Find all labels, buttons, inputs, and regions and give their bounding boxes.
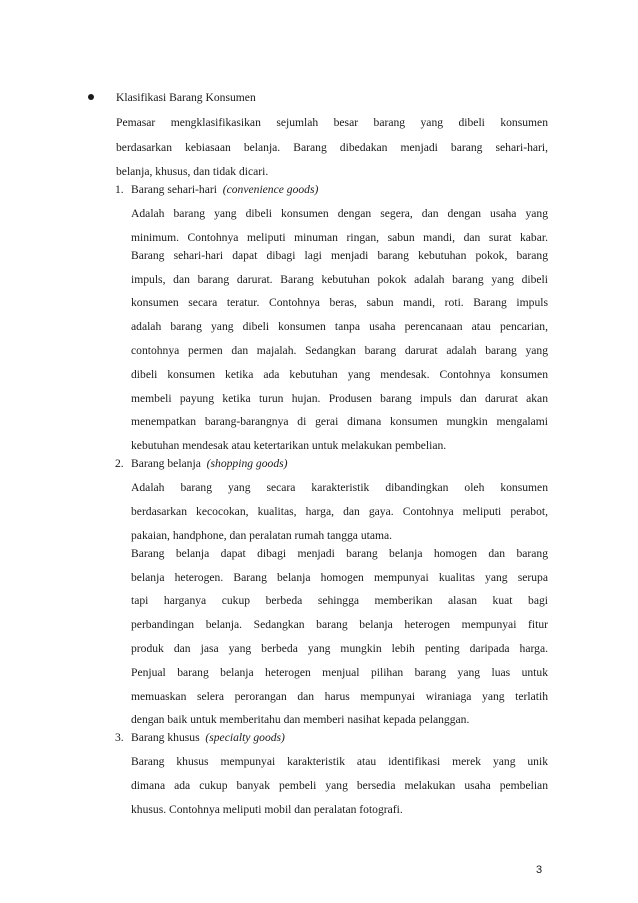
paragraph-line: khusus. Contohnya meliputi mobil dan peralatan fotografi.: [131, 803, 403, 816]
paragraph-line: produk dan jasa yang berbeda yang mungkin lebih penting daripada harga.: [131, 642, 548, 655]
item-title-italic: (shopping goods): [206, 457, 288, 470]
paragraph-line: Adalah barang yang dibeli konsumen dengan segera, dan dengan usaha yang: [131, 207, 548, 220]
item-title-text: Barang khusus: [131, 731, 200, 744]
paragraph-line: adalah barang yang dibeli konsumen tanpa usaha perencanaan atau pencarian,: [131, 320, 548, 333]
item-number: 2.: [115, 457, 124, 470]
item-title-italic: (convenience goods): [222, 183, 319, 196]
intro-line: Pemasar mengklasifikasikan sejumlah besar barang yang dibeli konsumen: [116, 116, 548, 129]
paragraph-line: perbandingan belanja. Sedangkan barang belanja heterogen mempunyai fitur: [131, 618, 548, 631]
paragraph-line: Barang belanja dapat dibagi menjadi barang belanja homogen dan barang: [131, 547, 548, 560]
item-title-text: Barang belanja: [131, 457, 201, 470]
paragraph-line: minimum. Contohnya meliputi minuman ringan, sabun mandi, dan surat kabar.: [131, 231, 548, 244]
bullet-icon: [88, 94, 94, 100]
paragraph-line: tapi harganya cukup berbeda sehingga memberikan alasan kuat bagi: [131, 594, 548, 607]
paragraph-line: impuls, dan barang darurat. Barang kebutuhan pokok adalah barang yang dibeli: [131, 273, 548, 286]
paragraph-line: pakaian, handphone, dan peralatan rumah tangga utama.: [131, 529, 393, 542]
paragraph-line: konsumen secara teratur. Contohnya beras, sabun mandi, roti. Barang impuls: [131, 296, 548, 309]
item-number: 1.: [115, 183, 124, 196]
item-title: [131, 457, 288, 471]
paragraph-line: Adalah barang yang secara karakteristik dibandingkan oleh konsumen: [131, 481, 548, 494]
section-heading: Klasifikasi Barang Konsumen: [116, 91, 256, 104]
item-title-text: Barang sehari-hari: [131, 183, 217, 196]
paragraph-line: berdasarkan kecocokan, kualitas, harga, dan gaya. Contohnya meliputi perabot,: [131, 505, 548, 518]
paragraph-line: Penjual barang belanja heterogen menjual pilihan barang yang luas untuk: [131, 666, 548, 679]
paragraph-line: Barang sehari-hari dapat dibagi lagi menjadi barang kebutuhan pokok, barang: [131, 249, 548, 262]
paragraph-line: dimana ada cukup banyak pembeli yang bersedia melakukan usaha pembelian: [131, 779, 548, 792]
item-title: [131, 183, 318, 197]
paragraph-line: memuaskan selera perorangan dan harus mempunyai wiraniaga yang terlatih: [131, 690, 548, 703]
paragraph-line: belanja heterogen. Barang belanja homogen mempunyai kualitas yang serupa: [131, 571, 548, 584]
paragraph-line: membeli payung ketika turun hujan. Produsen barang impuls dan darurat akan: [131, 392, 548, 405]
intro-line: berdasarkan kebiasaan belanja. Barang dibedakan menjadi barang sehari-hari,: [116, 141, 548, 154]
item-title-italic: (specialty goods): [205, 731, 285, 744]
page-number: 3: [536, 864, 543, 876]
item-number: 3.: [115, 731, 124, 744]
paragraph-line: kebutuhan mendesak atau ketertarikan untuk melakukan pembelian.: [131, 439, 447, 452]
paragraph-line: contohnya permen dan majalah. Sedangkan barang darurat adalah barang yang: [131, 344, 548, 357]
paragraph-line: Barang khusus mempunyai karakteristik atau identifikasi merek yang unik: [131, 755, 548, 768]
intro-line: belanja, khusus, dan tidak dicari.: [116, 165, 269, 178]
paragraph-line: dibeli konsumen ketika ada kebutuhan yang mendesak. Contohnya konsumen: [131, 368, 548, 381]
item-title: [131, 731, 285, 745]
paragraph-line: menempatkan barang-barangnya di gerai dimana konsumen mungkin mengalami: [131, 415, 548, 428]
paragraph-line: dengan baik untuk memberitahu dan memberi nasihat kepada pelanggan.: [131, 713, 470, 726]
